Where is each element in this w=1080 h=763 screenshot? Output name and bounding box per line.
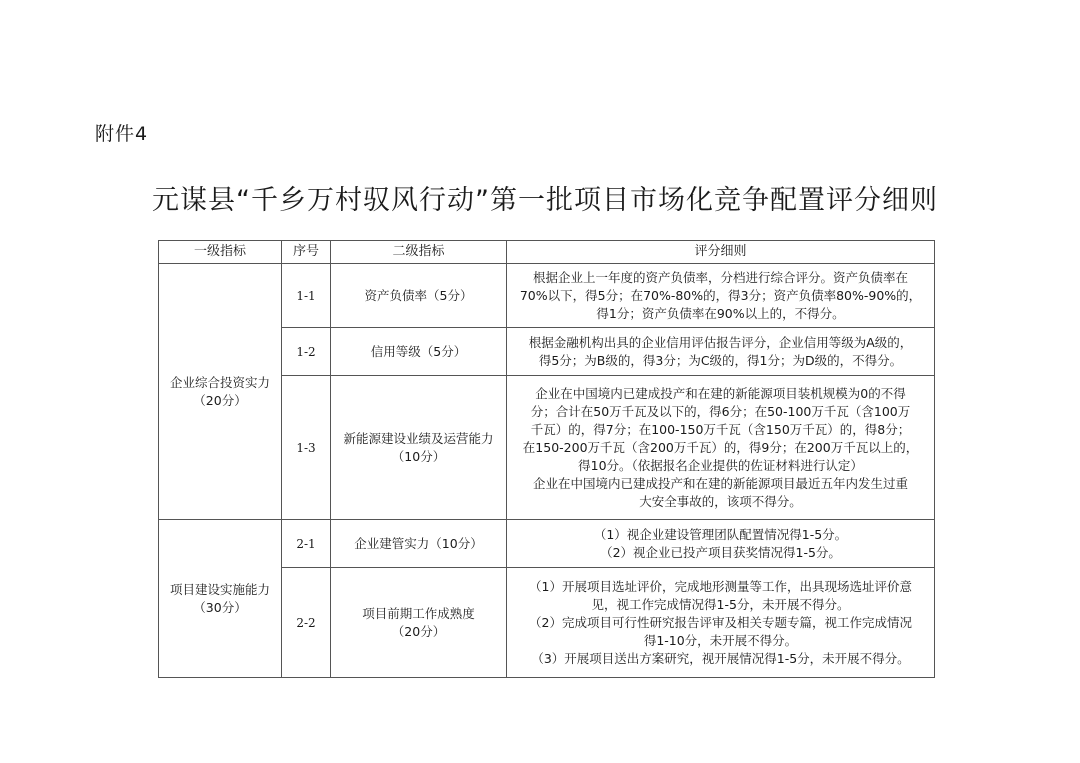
serial-number: 2-2 <box>282 568 331 678</box>
detail-line: 根据金融机构出具的企业信用评估报告评分，企业信用等级为A级的， <box>528 334 913 350</box>
secondary-indicator <box>331 376 507 520</box>
secondary-indicator-score: （20分） <box>391 623 446 639</box>
detail-line: 在150-200万千瓦（含200万千瓦）的，得9分；在200万千瓦以上的， <box>522 439 919 455</box>
detail-line: （2）完成项目可行性研究报告评审及相关专题专篇，视工作完成情况 <box>529 614 912 630</box>
primary-indicator-cell <box>159 264 282 520</box>
document-title: 元谋县“千乡万村驭风行动”第一批项目市场化竞争配置评分细则 <box>152 185 938 216</box>
scoring-detail <box>507 264 935 328</box>
secondary-indicator <box>331 568 507 678</box>
secondary-indicator-name: 新能源建设业绩及运营能力 <box>343 430 494 446</box>
header-serial-number: 序号 <box>282 241 331 264</box>
scoring-detail <box>507 520 935 568</box>
detail-line: （1）视企业建设管理团队配置情况得1-5分。 <box>593 526 848 542</box>
primary-indicator-score: （30分） <box>193 599 247 615</box>
scoring-detail <box>507 568 935 678</box>
detail-line: 得10分。（依据报名企业提供的佐证材料进行认定） <box>578 457 863 473</box>
secondary-indicator: 信用等级（5分） <box>331 328 507 376</box>
primary-indicator-name: 项目建设实施能力 <box>169 581 270 597</box>
table-row <box>159 520 935 568</box>
secondary-indicator-name: 项目前期工作成熟度 <box>362 605 475 621</box>
header-primary-indicator: 一级指标 <box>159 241 282 264</box>
detail-line: 70%以下，得5分；在70%-80%的，得3分；资产负债率80%-90%的， <box>519 287 922 303</box>
secondary-indicator: 企业建管实力（10分） <box>331 520 507 568</box>
detail-line: （2）视企业已投产项目获奖情况得1-5分。 <box>600 544 841 560</box>
detail-line: （3）开展项目送出方案研究，视开展情况得1-5分，未开展不得分。 <box>531 650 910 666</box>
serial-number: 2-1 <box>282 520 331 568</box>
secondary-indicator-score: （10分） <box>391 448 446 464</box>
detail-line: 得1分；资产负债率在90%以上的，不得分。 <box>596 305 845 321</box>
scoring-detail <box>507 328 935 376</box>
detail-line: 企业在中国境内已建成投产和在建的新能源项目装机规模为0的不得 <box>535 385 906 401</box>
header-scoring-details: 评分细则 <box>507 241 935 264</box>
detail-line: 企业在中国境内已建成投产和在建的新能源项目最近五年内发生过重 <box>532 475 908 491</box>
detail-line: 得1-10分，未开展不得分。 <box>643 632 798 648</box>
detail-line: （1）开展项目选址评价，完成地形测量等工作，出具现场选址评价意 <box>529 578 912 594</box>
detail-line: 见，视工作完成情况得1-5分，未开展不得分。 <box>591 596 850 612</box>
serial-number: 1-3 <box>282 376 331 520</box>
header-secondary-indicator: 二级指标 <box>331 241 507 264</box>
table-header-row <box>159 241 935 264</box>
secondary-indicator: 资产负债率（5分） <box>331 264 507 328</box>
detail-line: 根据企业上一年度的资产负债率，分档进行综合评分。资产负债率在 <box>532 269 908 285</box>
detail-line: 分；合计在50万千瓦及以下的，得6分；在50-100万千瓦（含100万 <box>530 403 911 419</box>
scoring-detail <box>507 376 935 520</box>
primary-indicator-cell <box>159 520 282 678</box>
serial-number: 1-1 <box>282 264 331 328</box>
attachment-label: 附件4 <box>95 123 149 145</box>
detail-line: 千瓦）的，得7分；在100-150万千瓦（含150万千瓦）的，得8分； <box>530 421 911 437</box>
table-row <box>159 264 935 328</box>
detail-line: 得5分；为B级的，得3分；为C级的，得1分；为D级的，不得分。 <box>538 352 903 368</box>
primary-indicator-name: 企业综合投资实力 <box>169 374 270 390</box>
detail-line: 大安全事故的，该项不得分。 <box>639 493 802 509</box>
scoring-table <box>158 240 935 678</box>
serial-number: 1-2 <box>282 328 331 376</box>
primary-indicator-score: （20分） <box>193 392 247 408</box>
